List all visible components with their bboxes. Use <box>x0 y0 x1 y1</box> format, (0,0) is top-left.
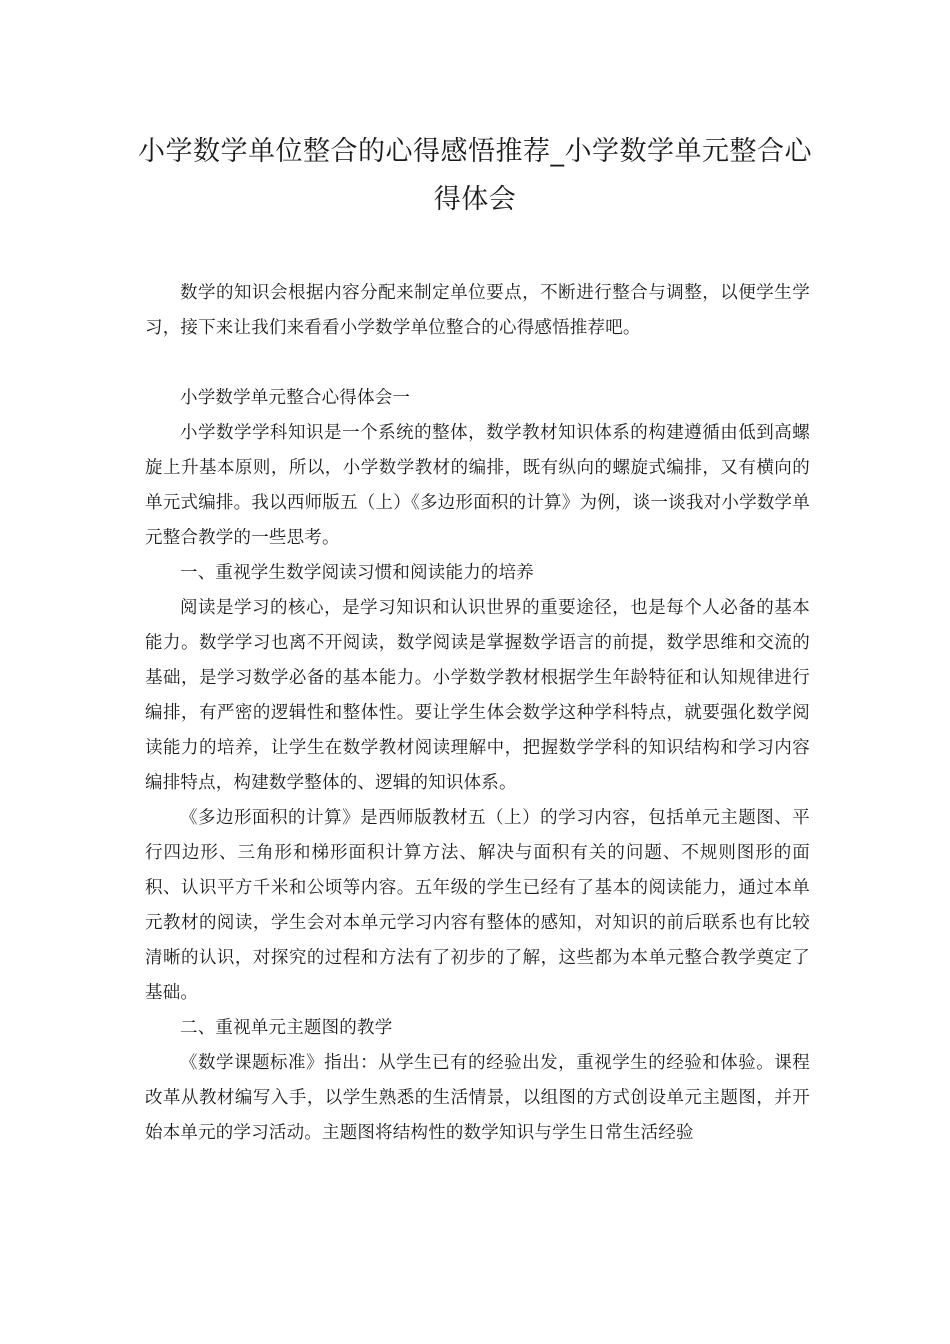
body-paragraph: 《数学课题标准》指出：从学生已有的经验出发，重视学生的经验和体验。课程改革从教材编写入手，以学生熟悉的生活情景，以组图的方式创设单元主题图，并开始本单元的学习活动。主题图将结构性的数学知识与学生日常生活经验 <box>145 1053 810 1143</box>
document-title: 小学数学单位整合的心得感悟推荐_小学数学单元整合心得体会 <box>138 136 812 215</box>
body-paragraph: 小学数学学科知识是一个系统的整体，数学教材知识体系的构建遵循由低到高螺旋上升基本原则，所以，小学数学教材的编排，既有纵向的螺旋式编排，又有横向的单元式编排。我以西师版五（上）《多边形面积的计算》为例，谈一谈我对小学数学单元整合教学的一些思考。 <box>145 423 810 548</box>
section-heading-1: 小学数学单元整合心得体会一 <box>180 388 411 408</box>
document-body <box>145 276 810 1151</box>
paragraph-spacer <box>145 346 810 381</box>
body-paragraph: 阅读是学习的核心，是学习知识和认识世界的重要途径，也是每个人必备的基本能力。数学学习也离不开阅读，数学阅读是掌握数学语言的前提，数学思维和交流的基础，是学习数学必备的基本能力。小学数学教材根据学生年龄特征和认知规律进行编排，有严密的逻辑性和整体性。要让学生体会数学这种学科特点，就要强化数学阅读能力的培养，让学生在数学教材阅读理解中，把握数学学科的知识结构和学习内容编排特点，构建数学整体的、逻辑的知识体系。 <box>145 598 810 793</box>
subsection-heading-2: 二、重视单元主题图的教学 <box>180 1018 393 1038</box>
subsection-heading-1: 一、重视学生数学阅读习惯和阅读能力的培养 <box>180 563 534 583</box>
body-paragraph: 《多边形面积的计算》是西师版教材五（上）的学习内容，包括单元主题图、平行四边形、三角形和梯形面积计算方法、解决与面积有关的问题、不规则图形的面积、认识平方千米和公顷等内容。五年级的学生已经有了基本的阅读能力，通过本单元教材的阅读，学生会对本单元学习内容有整体的感知，对知识的前后联系也有比较清晰的认识，对探究的过程和方法有了初步的了解，这些都为本单元整合教学奠定了基础。 <box>145 808 810 1003</box>
intro-paragraph: 数学的知识会根据内容分配来制定单位要点，不断进行整合与调整，以便学生学习，接下来让我们来看看小学数学单位整合的心得感悟推荐吧。 <box>145 283 810 338</box>
